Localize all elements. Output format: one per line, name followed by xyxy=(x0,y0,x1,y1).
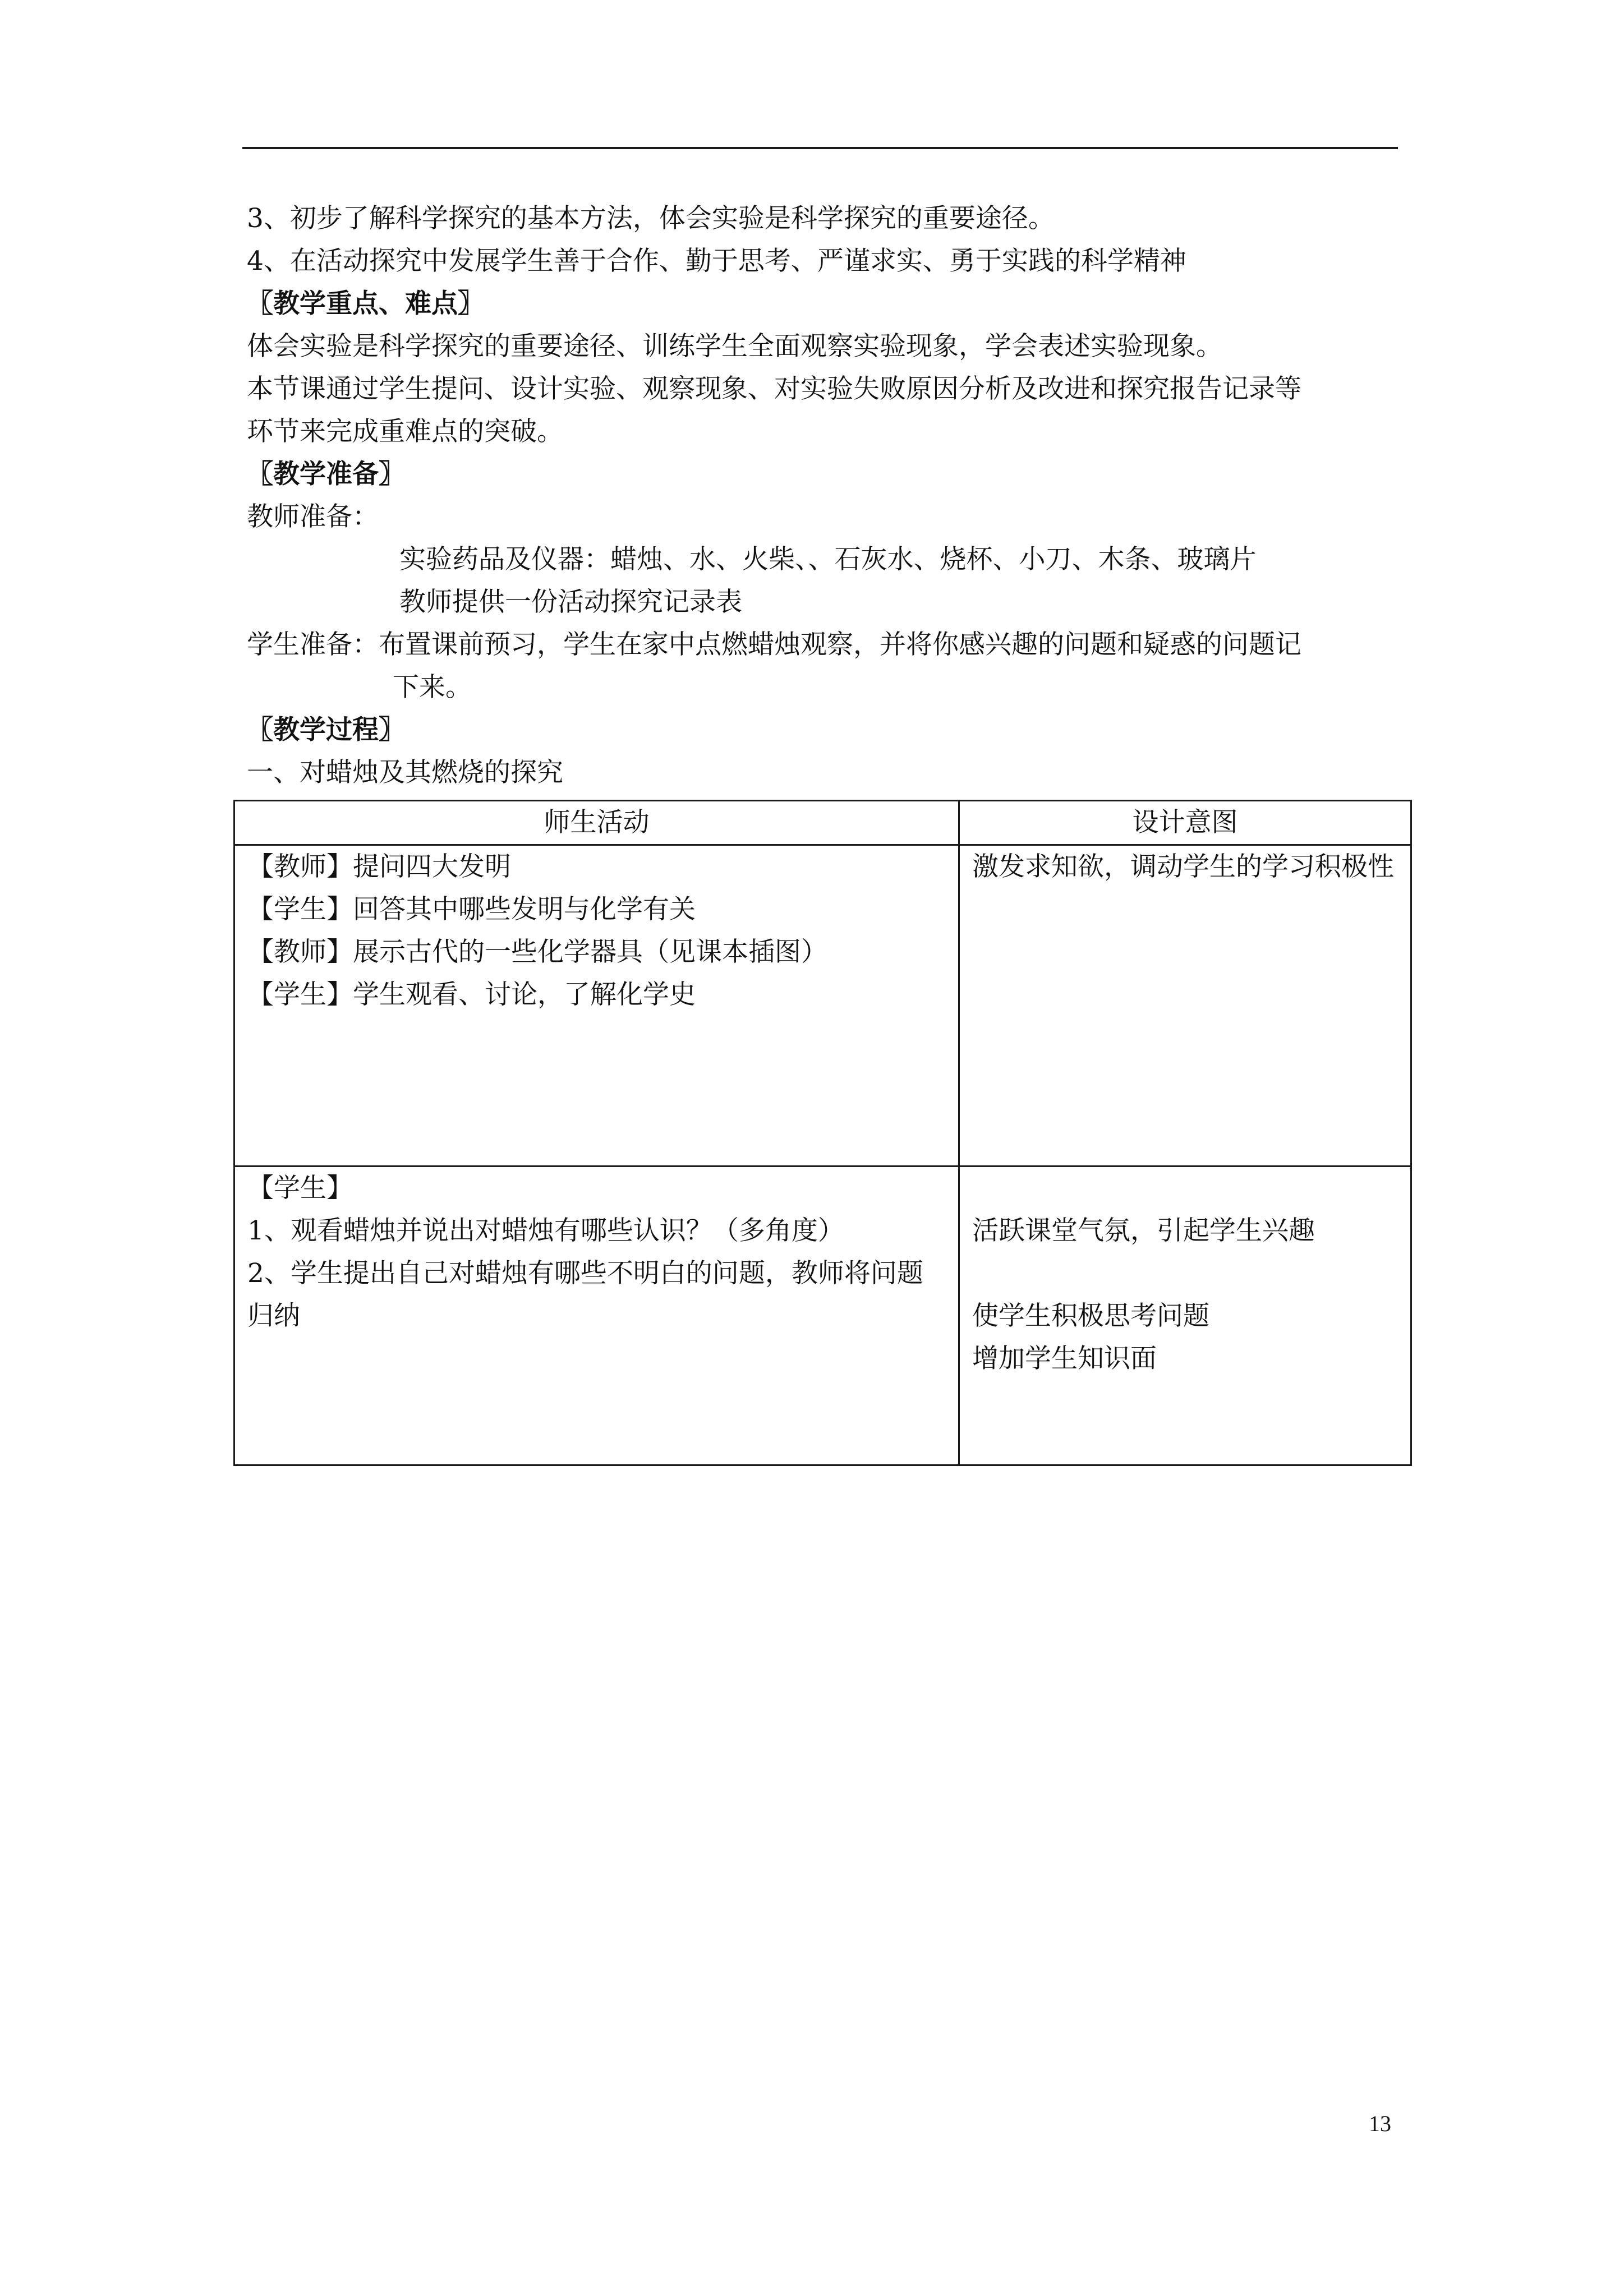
intent-text: 激发求知欲，调动学生的学习积极性 xyxy=(972,851,1394,882)
activities-cell xyxy=(234,1167,959,1465)
key-points-line-2: 本节课通过学生提问、设计实验、观察现象、对实验失败原因分析及改进和探究报告记录等 xyxy=(247,374,1301,404)
activity-line: 【学生】学生观看、讨论，了解化学史 xyxy=(247,979,696,1010)
activity-line: 【教师】提问四大发明 xyxy=(247,851,511,882)
teacher-prep-item-1: 实验药品及仪器：蜡烛、水、火柴、、石灰水、烧杯、小刀、木条、玻璃片 xyxy=(399,544,1257,575)
lesson-table xyxy=(233,800,1412,1466)
section-1-title: 一、对蜡烛及其燃烧的探究 xyxy=(247,757,563,788)
process-heading: 〖教学过程〗 xyxy=(247,714,405,745)
intent-text: 增加学生知识面 xyxy=(972,1343,1157,1374)
key-points-line-1: 体会实验是科学探究的重要途径、训练学生全面观察实验现象，学会表述实验现象。 xyxy=(247,331,1222,362)
student-prep-line-1: 学生准备：布置课前预习，学生在家中点燃蜡烛观察，并将你感兴趣的问题和疑惑的问题记 xyxy=(247,629,1301,660)
key-points-line-3: 环节来完成重难点的突破。 xyxy=(247,416,563,447)
spacer xyxy=(972,1252,1398,1295)
page-number: 13 xyxy=(1369,2111,1391,2136)
table-header-row xyxy=(234,801,1411,845)
objective-4: 4、在活动探究中发展学生善于合作、勤于思考、严谨求实、勇于实践的科学精神 xyxy=(247,246,1186,276)
intent-text: 活跃课堂气氛，引起学生兴趣 xyxy=(972,1215,1315,1246)
key-points-heading: 〖教学重点、难点〗 xyxy=(247,288,484,319)
header-rule xyxy=(242,147,1398,149)
table-row xyxy=(234,1167,1411,1465)
preparation-heading: 〖教学准备〗 xyxy=(247,459,405,490)
activity-line: 2、学生提出自己对蜡烛有哪些不明白的问题，教师将问题归纳 xyxy=(247,1258,923,1331)
teacher-prep-label: 教师准备： xyxy=(247,501,379,532)
teacher-prep-item-2: 教师提供一份活动探究记录表 xyxy=(399,587,742,617)
spacer xyxy=(972,1167,1398,1210)
header-intent: 设计意图 xyxy=(959,801,1411,845)
intent-cell xyxy=(959,1167,1411,1465)
intent-cell xyxy=(959,845,1411,1167)
objective-3: 3、初步了解科学探究的基本方法，体会实验是科学探究的重要途径。 xyxy=(247,203,1055,234)
student-prep-line-2: 下来。 xyxy=(393,672,472,703)
activity-line: 【学生】回答其中哪些发明与化学有关 xyxy=(247,894,696,925)
intent-text: 使学生积极思考问题 xyxy=(972,1301,1209,1331)
activities-cell xyxy=(234,845,959,1167)
activity-line: 【学生】 xyxy=(247,1173,353,1204)
activity-line: 【教师】展示古代的一些化学器具（见课本插图） xyxy=(247,937,827,967)
table-row xyxy=(234,845,1411,1167)
header-activities: 师生活动 xyxy=(234,801,959,845)
activity-line: 1、观看蜡烛并说出对蜡烛有哪些认识？（多角度） xyxy=(247,1215,844,1246)
